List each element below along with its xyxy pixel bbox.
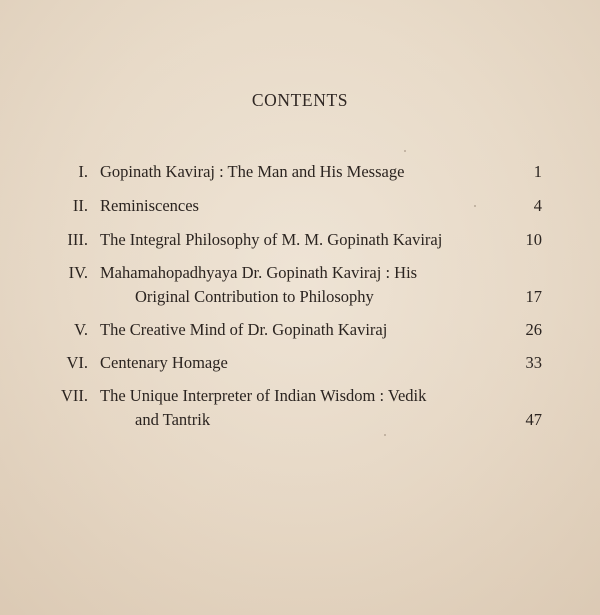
chapter-title: The Creative Mind of Dr. Gopinath Kaviraj xyxy=(100,320,388,339)
chapter-number: VII. xyxy=(60,386,88,405)
chapter-number: VI. xyxy=(66,353,88,372)
chapter-title-continued: Original Contribution to Philosophy xyxy=(135,287,374,306)
page-number: 26 xyxy=(525,320,542,339)
contents-heading: CONTENTS xyxy=(251,90,349,110)
page-number: 1 xyxy=(533,162,542,181)
chapter-title: Gopinath Kaviraj : The Man and His Message xyxy=(100,162,405,181)
chapter-title-continued: and Tantrik xyxy=(135,410,211,429)
page-number: 33 xyxy=(525,353,542,372)
chapter-title: The Unique Interpreter of Indian Wisdom : Vedik xyxy=(100,386,427,405)
chapter-title: Mahamahopadhyaya Dr. Gopinath Kaviraj : His xyxy=(100,263,418,282)
chapter-title: Reminiscences xyxy=(100,196,199,215)
page-number: 10 xyxy=(525,230,542,249)
page-number: 4 xyxy=(533,196,542,215)
paper-speck xyxy=(474,205,476,207)
chapter-number: V. xyxy=(74,320,88,339)
chapter-number: III. xyxy=(67,230,88,249)
chapter-number: I. xyxy=(78,162,88,181)
page-number: 47 xyxy=(525,410,542,429)
page-number: 17 xyxy=(525,287,542,306)
chapter-number: II. xyxy=(72,196,88,215)
paper-speck xyxy=(384,434,386,436)
chapter-number: IV. xyxy=(68,263,88,282)
chapter-title: The Integral Philosophy of M. M. Gopinath Kaviraj xyxy=(100,230,443,249)
chapter-title: Centenary Homage xyxy=(100,353,228,372)
paper-speck xyxy=(404,150,406,152)
